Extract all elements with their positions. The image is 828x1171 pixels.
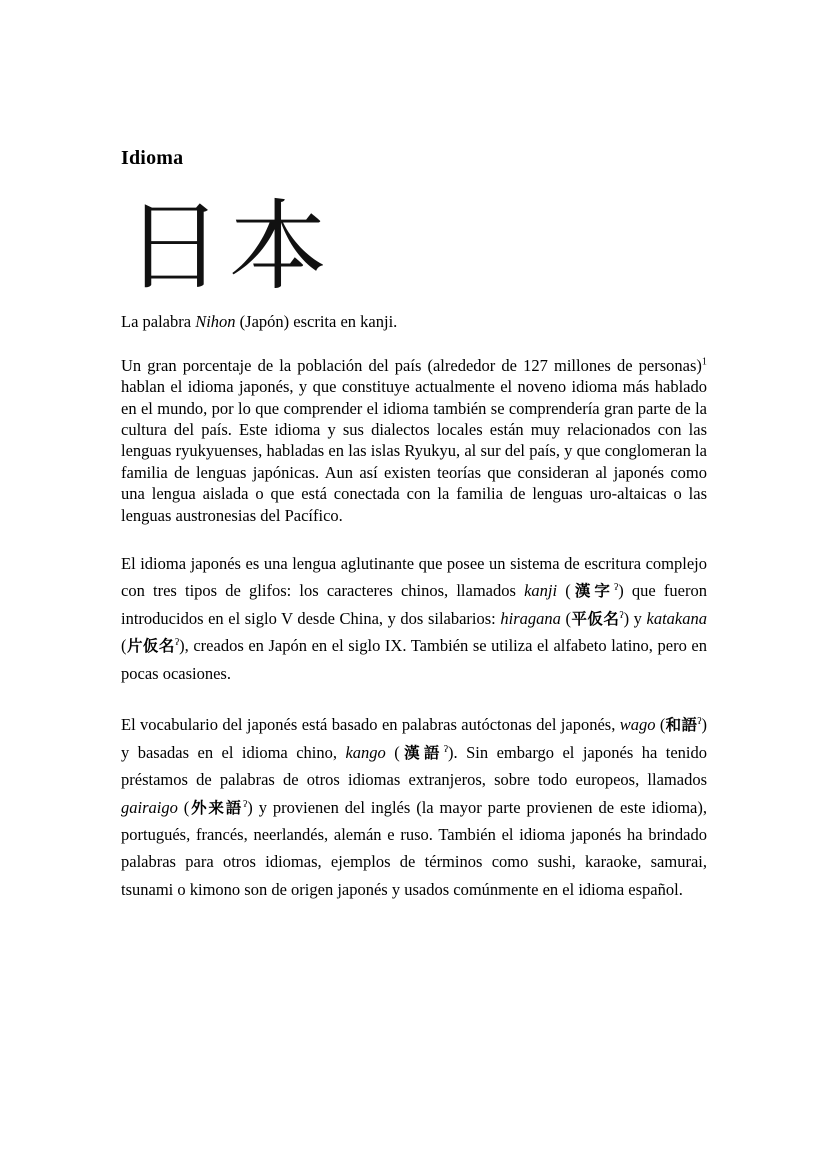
cjk-kanji (571, 582, 618, 600)
p2-segment-2: ( (557, 581, 571, 601)
p1-text-after-footnote: hablan el idioma japonés, y que constituye actualmente el noveno idioma más hablado en el mundo, por lo que comprender el idioma también se comprendería gran parte de la cultura del país. Este idioma y sus dialectos locales están muy relacionados con las lenguas ryukyuenses, habladas en las islas Ryukyu, al sur del país, y que conglomeran la familia de lenguas japónicas. Aun así existen teorías que consideran al japonés como una lengua aislada o que está conectada con la familia de lenguas uro-altaicas o las lenguas austronesias del Pacífico. (121, 377, 707, 525)
cjk-gairaigo-glyphs: 外来語 (189, 798, 244, 817)
footnote-marker-1: 1 (701, 356, 707, 368)
p3-segment-4: ( (385, 742, 400, 762)
cjk-wago (665, 716, 701, 734)
cjk-wago-mark: ʔ (697, 716, 702, 728)
figure-caption (121, 312, 707, 333)
document-content-column (121, 0, 707, 903)
term-hiragana: hiragana (500, 608, 561, 628)
cjk-katakana (127, 637, 180, 655)
term-kango: kango (345, 742, 386, 762)
p2-segment-4: ( (560, 608, 571, 628)
p2-segment-7: ), creados en Japón en el siglo IX. También se utiliza el alfabeto latino, pero en pocas ocasiones. (121, 636, 707, 684)
p3-segment-6: ( (177, 797, 190, 817)
cjk-hiragana-mark: ʔ (619, 609, 624, 621)
cjk-wago-glyphs: 和語 (665, 716, 698, 735)
term-katakana: katakana (646, 608, 707, 628)
p3-segment-2: ( (655, 715, 666, 735)
term-wago: wago (619, 715, 656, 735)
p3-segment-1: El vocabulario del japonés está basado en palabras autóctonas del japonés, (121, 715, 620, 735)
cjk-kanji-glyphs: 漢字 (570, 582, 614, 601)
term-gairaigo: gairaigo (121, 797, 178, 817)
caption-prefix: La palabra (121, 312, 196, 331)
p2-segment-6: ( (121, 636, 127, 656)
cjk-kango-mark: ʔ (443, 743, 449, 755)
p3-segment-5: ). Sin embargo el japonés ha tenido préstamos de palabras de otros idiomas extranjeros, sobre todo europeos, llamados (121, 742, 707, 790)
cjk-katakana-mark: ʔ (174, 637, 180, 649)
paragraph-population (121, 355, 707, 527)
cjk-kango-glyphs: 漢語 (399, 743, 444, 762)
term-kanji: kanji (524, 581, 558, 601)
p1-text-before-footnote: Un gran porcentaje de la población del país (alrededor de 127 millones de personas) (121, 355, 702, 375)
kanji-figure (121, 190, 707, 333)
cjk-gairaigo (189, 799, 247, 817)
cjk-hiragana (571, 610, 624, 628)
p3-segment-7: ) y provienen del inglés (la mayor parte provienen de este idioma), portugués, francés, neerlandés, alemán e ruso. También el idioma japonés ha brindado palabras para otros idiomas, ejemplos de términos como sushi, karaoke, samurai, tsunami o kimono son de origen japonés y usados comúnmente en el idioma español. (121, 797, 707, 899)
paragraph-vocabulary (121, 711, 707, 903)
caption-term-nihon: Nihon (195, 312, 236, 331)
cjk-gairaigo-mark: ʔ (243, 798, 248, 810)
cjk-kanji-mark: ʔ (613, 582, 619, 594)
p3-segment-3: ) y basadas en el idioma chino, (121, 715, 707, 762)
page-title: Idioma (121, 147, 184, 169)
kanji-image-nihon: 日本 (125, 190, 334, 304)
paragraph-writing-system (121, 550, 707, 687)
p2-segment-3: ) que fueron introducidos en el siglo V desde China, y dos silabarios: (121, 581, 707, 628)
p2-segment-5: ) y (623, 608, 647, 628)
cjk-kango (400, 744, 448, 762)
cjk-hiragana-glyphs: 平仮名 (570, 609, 620, 628)
caption-suffix: (Japón) escrita en kanji. (235, 312, 398, 331)
p2-segment-1: El idioma japonés es una lengua aglutinante que posee un sistema de escritura complejo con tres tipos de glifos: los caracteres chinos, llamados (121, 554, 707, 601)
cjk-katakana-glyphs: 片仮名 (126, 637, 175, 656)
